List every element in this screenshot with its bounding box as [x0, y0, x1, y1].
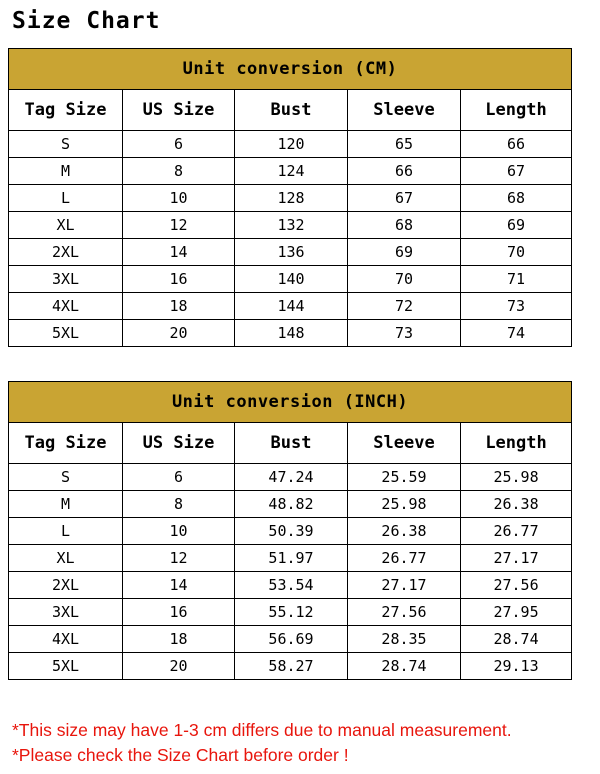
cell-us-size: 12 — [123, 212, 235, 239]
cell-bust: 144 — [235, 293, 348, 320]
cell-bust: 56.69 — [235, 626, 348, 653]
cell-bust: 55.12 — [235, 599, 348, 626]
table-row — [9, 158, 572, 185]
table-row — [9, 131, 572, 158]
cell-us-size: 8 — [123, 158, 235, 185]
cell-length: 74 — [461, 320, 572, 347]
table-row — [9, 491, 572, 518]
table-banner: Unit conversion (INCH) — [9, 382, 572, 423]
table-row — [9, 212, 572, 239]
check-chart-note: *Please check the Size Chart before order ! — [12, 745, 349, 765]
cell-length: 29.13 — [461, 653, 572, 680]
table-row — [9, 572, 572, 599]
column-header-tag-size: Tag Size — [9, 423, 123, 464]
cell-us-size: 10 — [123, 518, 235, 545]
inch-size-table — [8, 381, 572, 680]
cell-tag-size: XL — [9, 545, 123, 572]
cell-length: 70 — [461, 239, 572, 266]
cell-tag-size: 3XL — [9, 266, 123, 293]
table-row — [9, 185, 572, 212]
cell-bust: 50.39 — [235, 518, 348, 545]
cell-us-size: 20 — [123, 320, 235, 347]
cell-length: 27.95 — [461, 599, 572, 626]
table-row — [9, 320, 572, 347]
measurement-note: *This size may have 1-3 cm differs due to manual measurement. — [12, 720, 512, 740]
cell-sleeve: 25.59 — [348, 464, 461, 491]
cell-us-size: 8 — [123, 491, 235, 518]
column-header-us-size: US Size — [123, 423, 235, 464]
table-banner-row — [9, 49, 572, 90]
column-header-sleeve: Sleeve — [348, 90, 461, 131]
cell-sleeve: 69 — [348, 239, 461, 266]
cell-length: 73 — [461, 293, 572, 320]
cell-bust: 124 — [235, 158, 348, 185]
table-body — [9, 464, 572, 680]
cell-bust: 58.27 — [235, 653, 348, 680]
cell-sleeve: 26.77 — [348, 545, 461, 572]
column-header-row — [9, 90, 572, 131]
cell-us-size: 18 — [123, 293, 235, 320]
cell-sleeve: 26.38 — [348, 518, 461, 545]
page-title: Size Chart — [12, 8, 161, 34]
cell-length: 27.17 — [461, 545, 572, 572]
cell-tag-size: M — [9, 158, 123, 185]
cell-bust: 51.97 — [235, 545, 348, 572]
cell-sleeve: 25.98 — [348, 491, 461, 518]
cell-sleeve: 68 — [348, 212, 461, 239]
table-row — [9, 545, 572, 572]
cell-tag-size: 5XL — [9, 320, 123, 347]
cell-bust: 128 — [235, 185, 348, 212]
cell-us-size: 20 — [123, 653, 235, 680]
cell-sleeve: 28.74 — [348, 653, 461, 680]
cell-sleeve: 72 — [348, 293, 461, 320]
cell-length: 26.77 — [461, 518, 572, 545]
cell-bust: 48.82 — [235, 491, 348, 518]
cell-sleeve: 66 — [348, 158, 461, 185]
cell-length: 71 — [461, 266, 572, 293]
table-row — [9, 653, 572, 680]
cell-length: 27.56 — [461, 572, 572, 599]
column-header-bust: Bust — [235, 423, 348, 464]
cell-tag-size: 2XL — [9, 572, 123, 599]
table-row — [9, 293, 572, 320]
table-banner: Unit conversion (CM) — [9, 49, 572, 90]
table-body — [9, 131, 572, 347]
table-row — [9, 599, 572, 626]
cell-length: 66 — [461, 131, 572, 158]
cell-tag-size: 5XL — [9, 653, 123, 680]
cell-tag-size: S — [9, 131, 123, 158]
column-header-row — [9, 423, 572, 464]
notes — [12, 718, 597, 768]
cell-tag-size: 4XL — [9, 626, 123, 653]
column-header-bust: Bust — [235, 90, 348, 131]
cell-tag-size: L — [9, 518, 123, 545]
cell-length: 68 — [461, 185, 572, 212]
cell-sleeve: 28.35 — [348, 626, 461, 653]
cell-us-size: 18 — [123, 626, 235, 653]
cell-us-size: 6 — [123, 131, 235, 158]
cell-tag-size: 4XL — [9, 293, 123, 320]
cell-us-size: 14 — [123, 572, 235, 599]
table-row — [9, 239, 572, 266]
column-header-sleeve: Sleeve — [348, 423, 461, 464]
table-row — [9, 464, 572, 491]
cell-us-size: 16 — [123, 599, 235, 626]
cell-bust: 132 — [235, 212, 348, 239]
cell-length: 25.98 — [461, 464, 572, 491]
cell-length: 26.38 — [461, 491, 572, 518]
cell-sleeve: 73 — [348, 320, 461, 347]
cell-sleeve: 27.56 — [348, 599, 461, 626]
cell-bust: 53.54 — [235, 572, 348, 599]
column-header-us-size: US Size — [123, 90, 235, 131]
cell-tag-size: L — [9, 185, 123, 212]
cell-bust: 136 — [235, 239, 348, 266]
cell-length: 67 — [461, 158, 572, 185]
cell-length: 28.74 — [461, 626, 572, 653]
column-header-length: Length — [461, 90, 572, 131]
column-header-length: Length — [461, 423, 572, 464]
cell-tag-size: S — [9, 464, 123, 491]
cell-us-size: 10 — [123, 185, 235, 212]
cell-tag-size: XL — [9, 212, 123, 239]
table-row — [9, 518, 572, 545]
table-banner-row — [9, 382, 572, 423]
cell-tag-size: M — [9, 491, 123, 518]
cell-tag-size: 3XL — [9, 599, 123, 626]
cell-sleeve: 70 — [348, 266, 461, 293]
cell-us-size: 12 — [123, 545, 235, 572]
cm-size-table — [8, 48, 572, 347]
table-row — [9, 626, 572, 653]
table-row — [9, 266, 572, 293]
cell-us-size: 14 — [123, 239, 235, 266]
cell-bust: 140 — [235, 266, 348, 293]
cell-bust: 47.24 — [235, 464, 348, 491]
cell-length: 69 — [461, 212, 572, 239]
column-header-tag-size: Tag Size — [9, 90, 123, 131]
cell-tag-size: 2XL — [9, 239, 123, 266]
cell-sleeve: 67 — [348, 185, 461, 212]
cell-us-size: 16 — [123, 266, 235, 293]
cell-sleeve: 27.17 — [348, 572, 461, 599]
cell-sleeve: 65 — [348, 131, 461, 158]
cell-us-size: 6 — [123, 464, 235, 491]
cell-bust: 148 — [235, 320, 348, 347]
cell-bust: 120 — [235, 131, 348, 158]
